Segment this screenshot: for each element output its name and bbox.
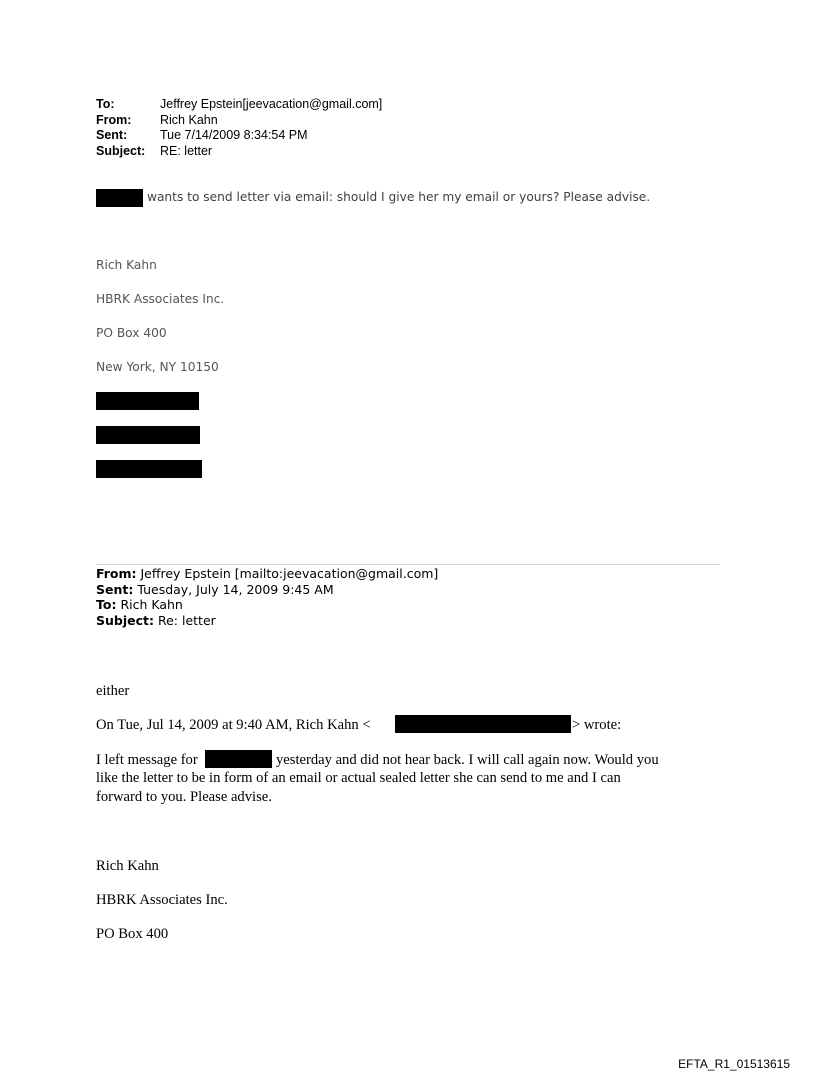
signature2-company: HBRK Associates Inc. — [96, 892, 228, 908]
redaction-box — [96, 426, 200, 444]
quoted-from-label: From: — [96, 566, 137, 581]
redaction-box — [205, 750, 272, 768]
quoted-from-row — [96, 566, 438, 582]
to-label: To: — [96, 97, 115, 111]
body-line-1-end: yesterday and did not hear back. I will call again now. Would you — [276, 752, 659, 768]
subject-row — [96, 144, 382, 160]
signature-city: New York, NY 10150 — [96, 360, 219, 374]
reply-text: either — [96, 683, 130, 699]
attribution-start: On Tue, Jul 14, 2009 at 9:40 AM, Rich Kahn < — [96, 717, 371, 733]
attribution-end: > wrote: — [572, 717, 622, 733]
from-label: From: — [96, 112, 132, 127]
to-row — [96, 97, 382, 113]
divider — [96, 564, 720, 565]
quoted-header — [96, 566, 438, 628]
signature2-name: Rich Kahn — [96, 858, 159, 874]
subject-value: RE: letter — [160, 143, 213, 158]
redaction-box — [395, 715, 571, 733]
signature-company: HBRK Associates Inc. — [96, 292, 225, 306]
quoted-subject-value: Re: letter — [157, 612, 216, 628]
sent-label: Sent: — [96, 128, 128, 142]
quoted-from-value: Jeffrey Epstein [mailto:jeevacation@gmail.com] — [140, 566, 439, 581]
quoted-to-row — [96, 597, 438, 613]
to-value: Jeffrey Epstein[jeevacation@gmail.com] — [160, 97, 383, 111]
sent-row — [96, 128, 382, 144]
quoted-to-label: To: — [96, 597, 117, 612]
document-id: EFTA_R1_01513615 — [678, 1057, 790, 1071]
quoted-sent-row — [96, 582, 438, 598]
sent-value: Tue 7/14/2009 8:34:54 PM — [160, 128, 308, 142]
signature-name: Rich Kahn — [96, 258, 157, 272]
signature-pobox: PO Box 400 — [96, 326, 167, 340]
email-header — [96, 97, 382, 159]
body-line-2: like the letter to be in form of an email or actual sealed letter she can send to me and I can — [96, 770, 621, 786]
redaction-box — [96, 392, 199, 410]
from-row — [96, 113, 382, 129]
redaction-box — [96, 460, 202, 478]
quoted-subject-label: Subject: — [96, 612, 154, 628]
from-value: Rich Kahn — [160, 112, 218, 127]
signature2-pobox: PO Box 400 — [96, 926, 169, 942]
subject-label: Subject: — [96, 143, 146, 158]
quoted-to-value: Rich Kahn — [120, 597, 183, 612]
quoted-sent-value: Tuesday, July 14, 2009 9:45 AM — [137, 581, 334, 597]
body-line-3: forward to you. Please advise. — [96, 789, 272, 805]
message-body: wants to send letter via email: should I give her my email or yours? Please advise. — [147, 190, 651, 204]
quoted-subject-row — [96, 613, 438, 629]
redaction-box — [96, 189, 143, 207]
body-line-1-start: I left message for — [96, 752, 198, 768]
quoted-sent-label: Sent: — [96, 581, 134, 597]
